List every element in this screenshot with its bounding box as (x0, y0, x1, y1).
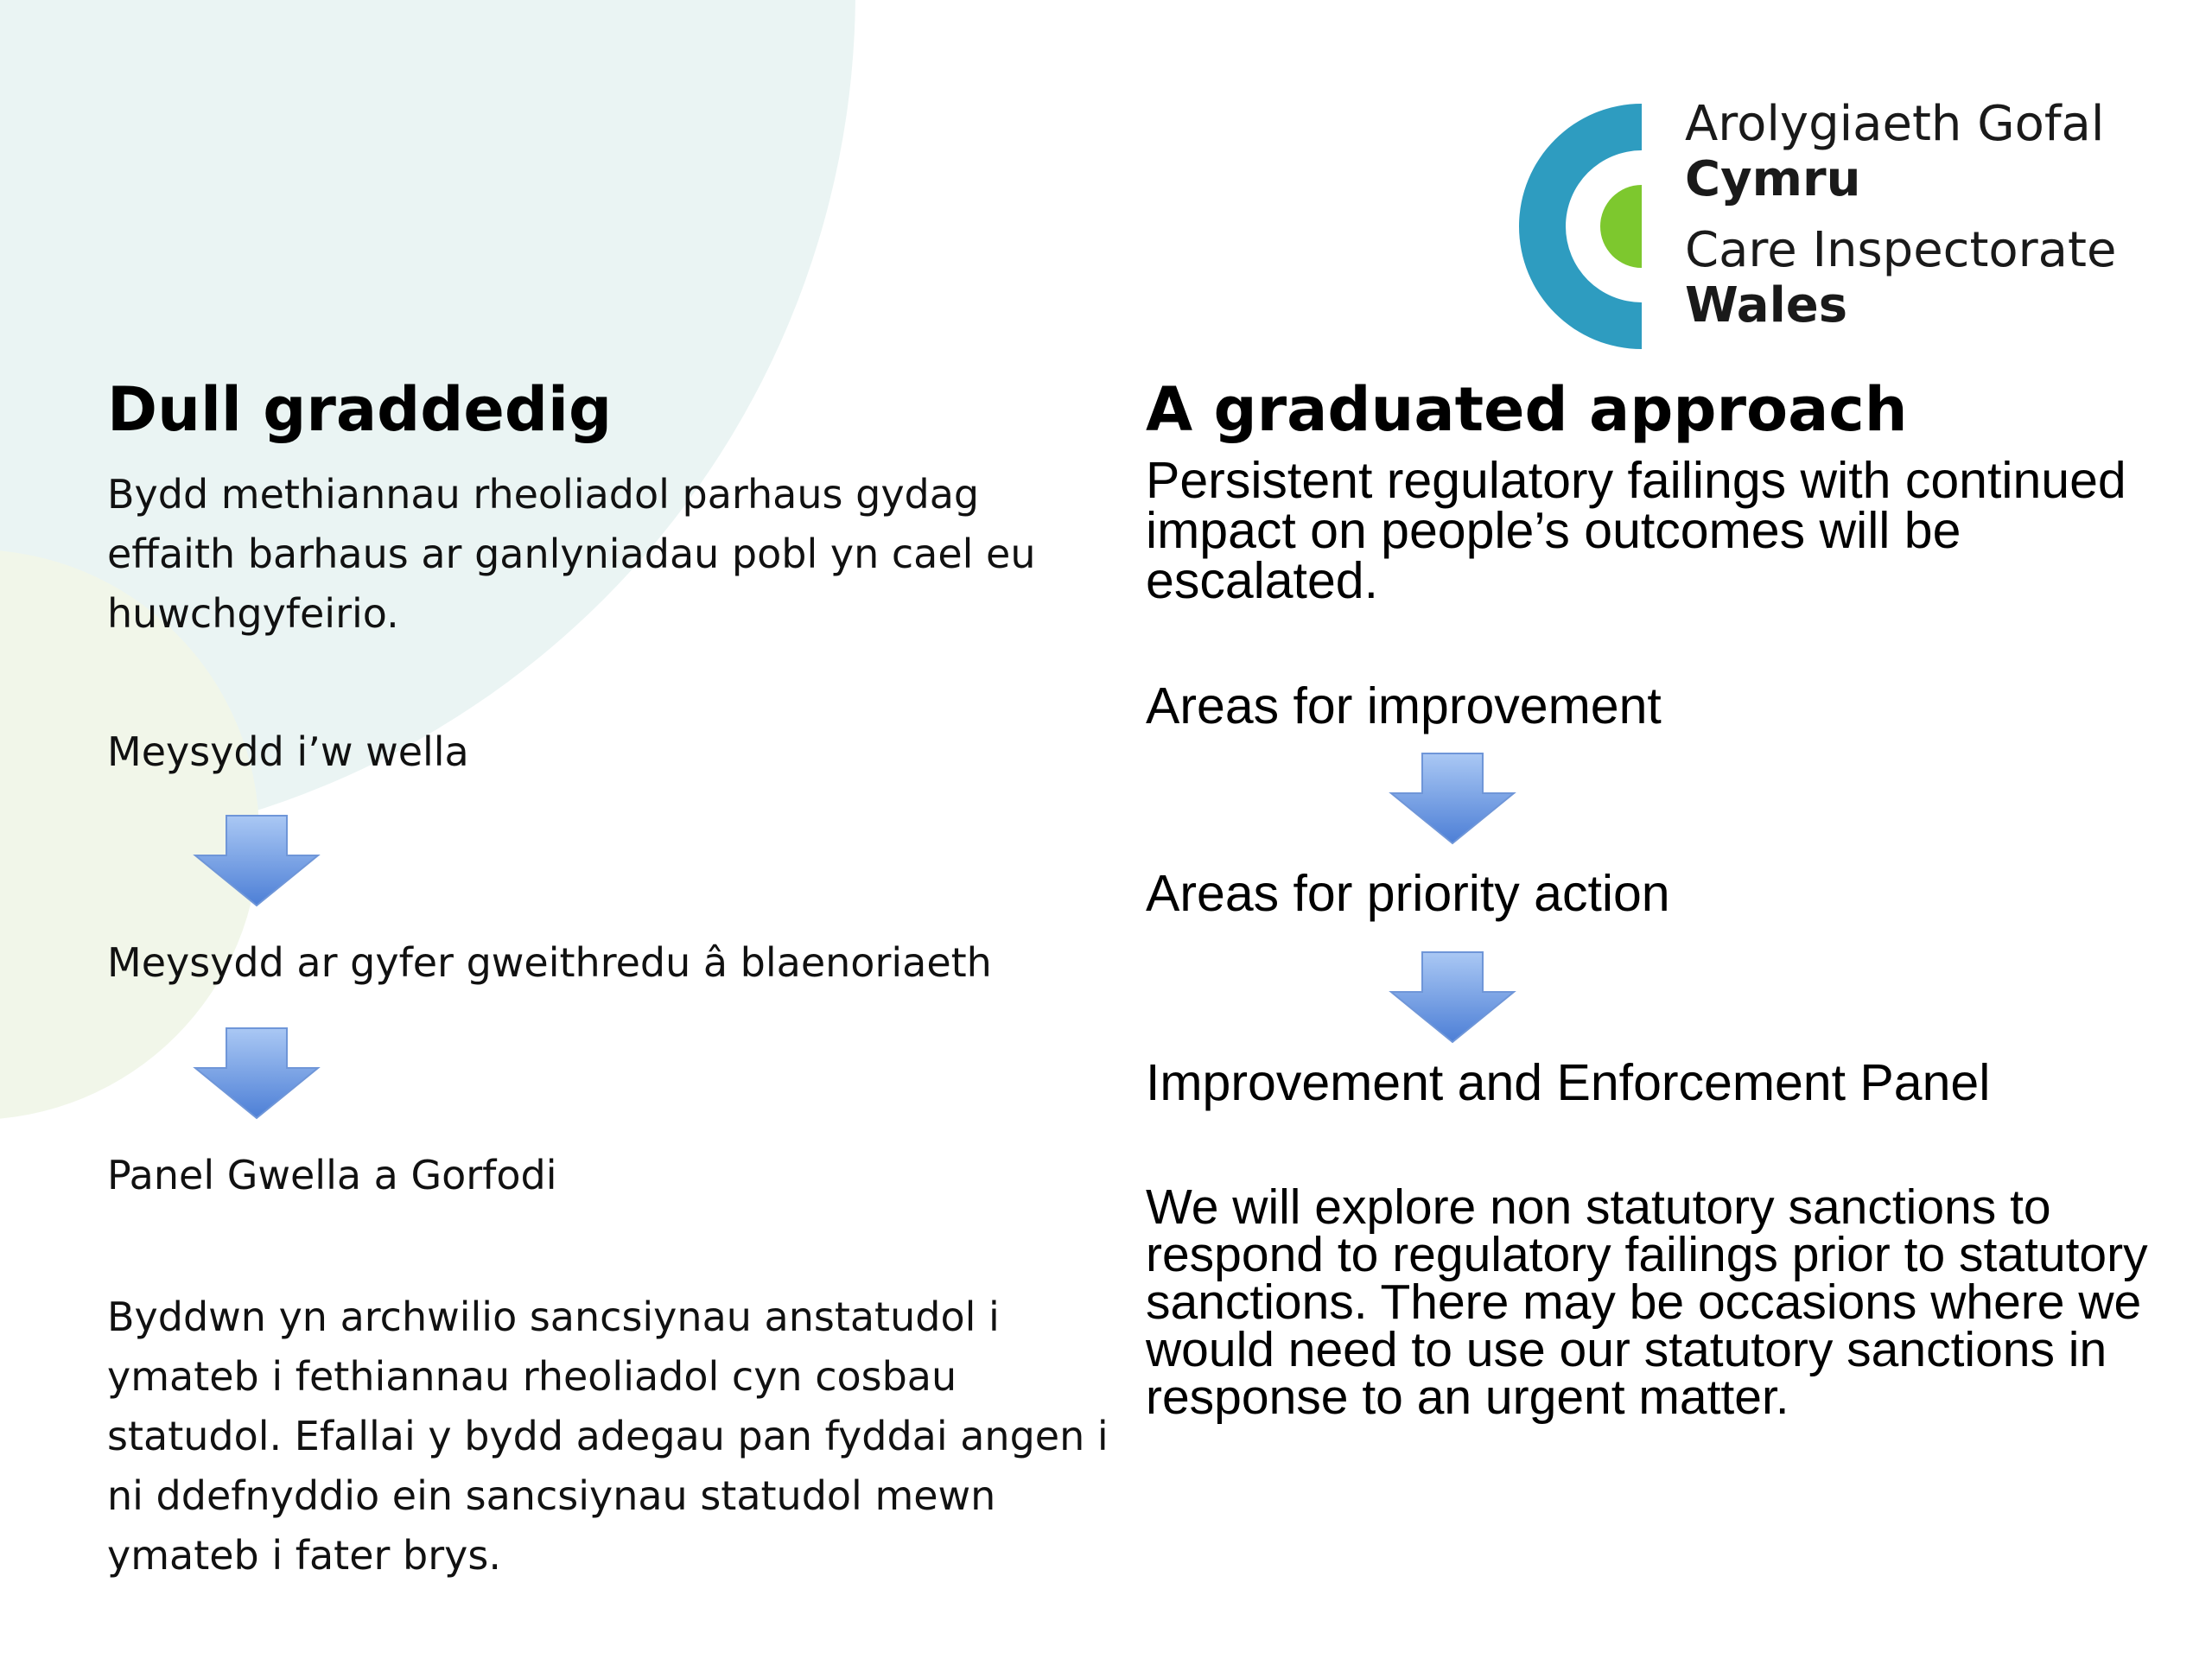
english-heading: A graduated approach (1146, 374, 1908, 445)
welsh-heading: Dull graddedig (107, 374, 613, 445)
logo-line-welsh-1: Arolygiaeth Gofal (1685, 96, 2105, 152)
welsh-step-3: Panel Gwella a Gorfodi (107, 1152, 557, 1198)
down-arrow-icon (1388, 950, 1517, 1046)
logo-line-welsh-2: Cymru (1685, 151, 1861, 207)
logo (1503, 97, 2160, 356)
english-step-3: Improvement and Enforcement Panel (1146, 1054, 1991, 1111)
down-arrow-icon (192, 814, 321, 909)
logo-line-english-2: Wales (1685, 277, 1848, 334)
english-step-2: Areas for priority action (1146, 865, 1670, 922)
logo-mark (1503, 97, 1676, 356)
welsh-closing: Byddwn yn archwilio sancsiynau anstatudol i ymateb i fethiannau rheoliadol cyn cosbau statudol. Efallai y bydd adegau pan fyddai angen i ni ddefnyddio ein sancsiynau statudol mewn ymateb i fater brys. (107, 1294, 1109, 1579)
english-step-1: Areas for improvement (1146, 677, 1662, 734)
welsh-step-1: Meysydd i’w wella (107, 728, 469, 775)
down-arrow-icon (1388, 752, 1517, 847)
welsh-intro: Bydd methiannau rheoliadol parhaus gydag effaith barhaus ar ganlyniadau pobl yn cael eu huwchgyfeirio. (107, 471, 1036, 637)
logo-spacer (1685, 207, 2116, 223)
english-intro: Persistent regulatory failings with continued impact on people’s outcomes will be escalated. (1146, 452, 2126, 609)
english-closing: We will explore non statutory sanctions to respond to regulatory failings prior to statutory sanctions. There may be occasions where we would need to use our statutory sanctions in response to an urgent matter. (1146, 1179, 2148, 1425)
logo-text (1685, 97, 2116, 334)
welsh-step-2: Meysydd ar gyfer gweithredu â blaenoriaeth (107, 939, 992, 986)
down-arrow-icon (192, 1027, 321, 1122)
logo-line-english-1: Care Inspectorate (1685, 222, 2117, 278)
